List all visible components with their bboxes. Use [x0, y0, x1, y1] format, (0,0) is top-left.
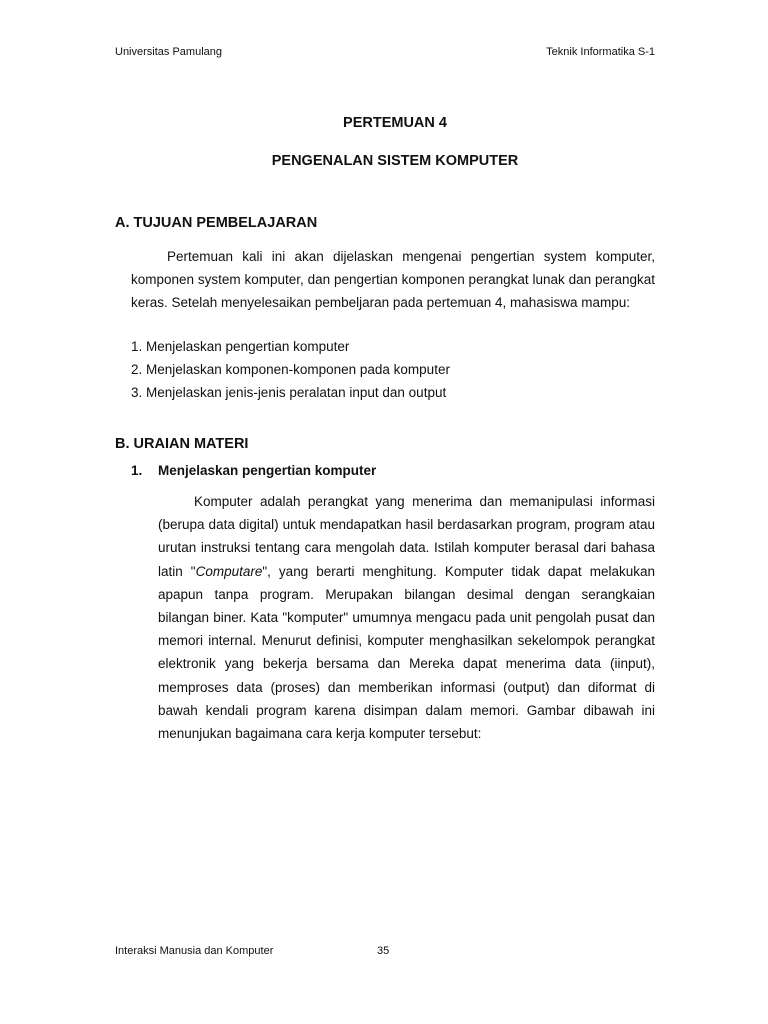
header-program: Teknik Informatika S-1 — [546, 46, 655, 58]
meeting-title: PERTEMUAN 4 — [343, 115, 447, 131]
page-number: 35 — [377, 945, 390, 957]
body-paragraph — [158, 490, 655, 745]
section-a-heading: A. TUJUAN PEMBELAJARAN — [115, 215, 318, 231]
subsection-heading — [131, 463, 376, 478]
subsection-title: Menjelaskan pengertian komputer — [158, 463, 377, 478]
subsection-number: 1. — [131, 463, 143, 478]
section-b-heading: B. URAIAN MATERI — [115, 436, 249, 452]
objectives-list — [131, 335, 450, 404]
objective-item: 2. Menjelaskan komponen-komponen pada komputer — [131, 362, 450, 377]
section-a-intro: Pertemuan kali ini akan dijelaskan mengenai pengertian system komputer, komponen system komputer, dan pengertian komponen perangkat lunak dan perangkat keras. Setelah menyelesaikan pembeljaran pada pertemuan 4, mahasiswa mampu: — [131, 249, 655, 311]
header-university: Universitas Pamulang — [115, 46, 222, 58]
footer-course: Interaksi Manusia dan Komputer — [115, 945, 274, 957]
chapter-title: PENGENALAN SISTEM KOMPUTER — [271, 153, 519, 169]
objective-item: 1. Menjelaskan pengertian komputer — [131, 339, 350, 354]
objective-item: 3. Menjelaskan jenis-jenis peralatan input dan output — [131, 385, 447, 400]
paragraph-text-end: ", yang berarti menghitung. Komputer tidak dapat melakukan apapun tanpa program. Merupakan bilangan desimal dengan serangkaian bilangan biner. Kata "komputer" umumnya mengacu pada unit pengolah pusat dan memori internal. Menurut definisi, komputer menghasilkan sekelompok perangkat elektronik yang bekerja bersama dan Mereka dapat menerima data (iinput), memproses data (proses) dan memberikan informasi (output) dan diformat di bawah kendali program karena disimpan dalam memori. Gambar dibawah ini menunjukan bagaimana cara kerja komputer tersebut: — [158, 563, 655, 742]
latin-term: Computare — [195, 563, 263, 579]
paragraph-text-start: Komputer adalah perangkat yang menerima dan memanipulasi informasi (berupa data digital) untuk mendapatkan hasil berdasarkan program, program atau urutan instruksi tentang cara mengolah data. Istilah komputer berasal dari bahasa latin " — [158, 494, 655, 579]
